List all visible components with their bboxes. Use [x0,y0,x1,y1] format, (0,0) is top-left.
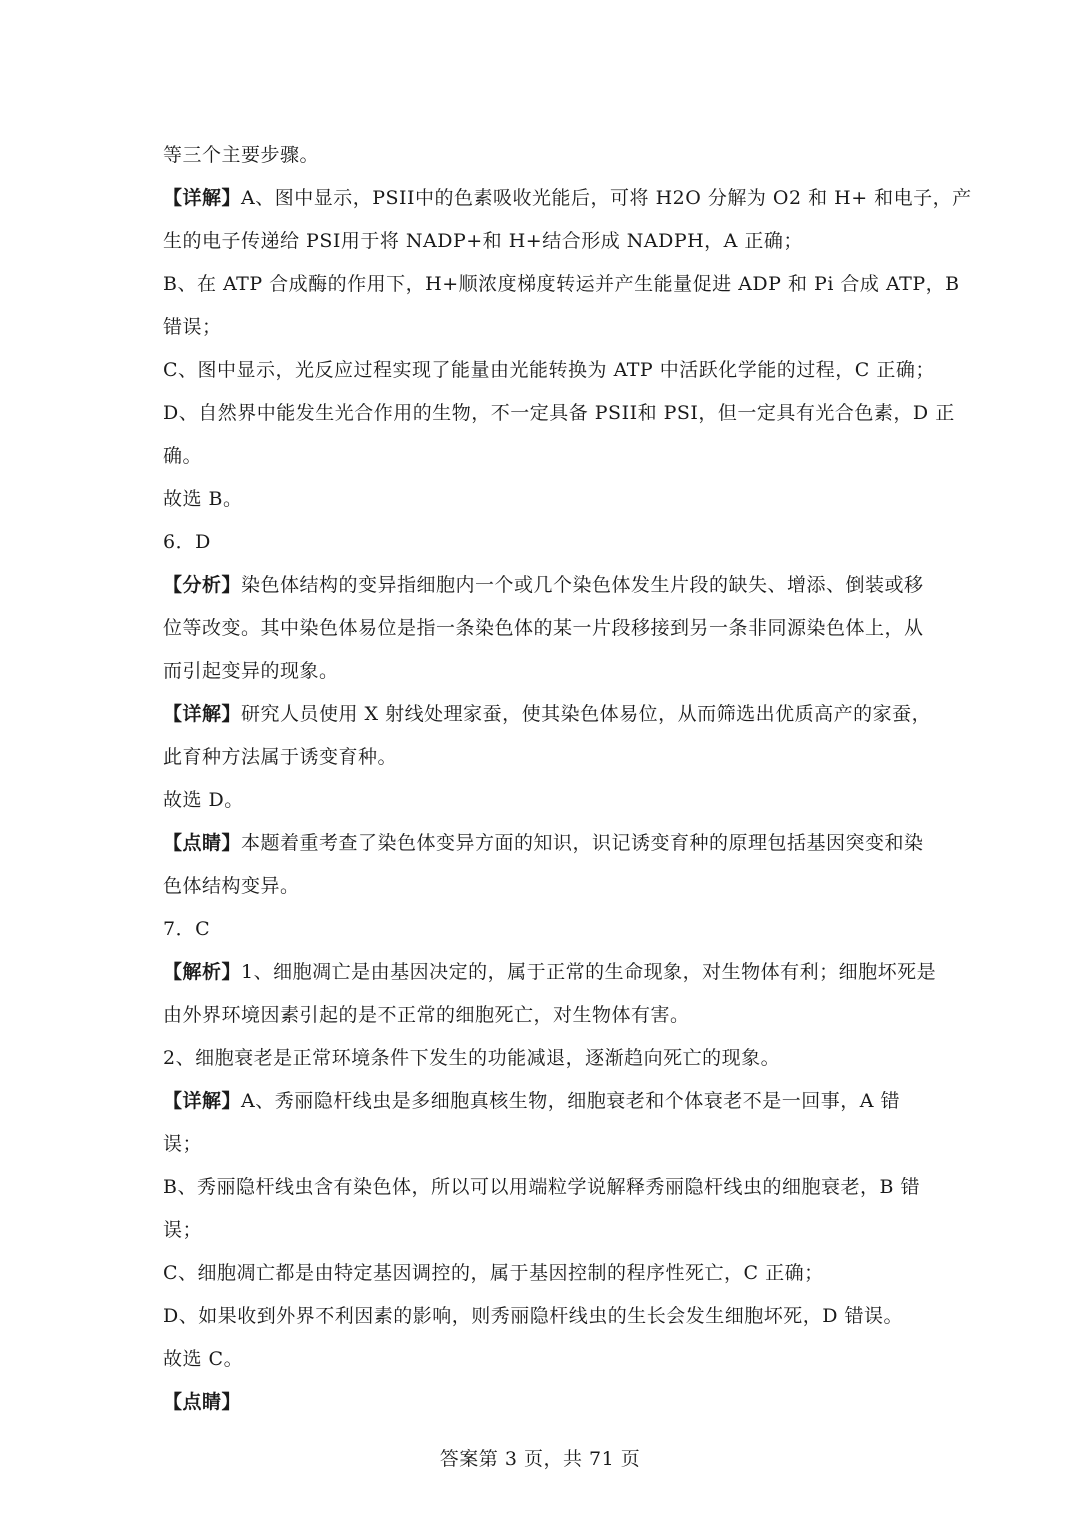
text-line: B、在 ATP 合成酶的作用下，H+顺浓度梯度转运并产生能量促进 ADP 和 Pi 合成 ATP，B [163,273,960,295]
section-tag: 【详解】 [163,1090,242,1112]
text-line: C、细胞凋亡都是由特定基因调控的，属于基因控制的程序性死亡，C 正确； [163,1262,824,1284]
section-tag: 【解析】 [163,961,242,983]
line-text: 1、细胞凋亡是由基因决定的，属于正常的生命现象，对生物体有利；细胞坏死是 [241,961,937,983]
section-tag: 【详解】 [163,703,242,725]
text-line: 2、细胞衰老是正常环境条件下发生的功能减退，逐渐趋向死亡的现象。 [163,1047,781,1069]
text-line: 位等改变。其中染色体易位是指一条染色体的某一片段移接到另一条非同源染色体上，从 [163,617,924,639]
section-tag: 【详解】 [163,187,242,209]
line-text: 研究人员使用 X 射线处理家蚕，使其染色体易位，从而筛选出优质高产的家蚕， [241,703,932,725]
text-line: C、图中显示，光反应过程实现了能量由光能转换为 ATP 中活跃化学能的过程，C 正确； [163,359,935,381]
question-number: 6．D [163,531,211,553]
text-line: B、秀丽隐杆线虫含有染色体，所以可以用端粒学说解释秀丽隐杆线虫的细胞衰老，B 错 [163,1176,920,1198]
line-text: 染色体结构的变异指细胞内一个或几个染色体发生片段的缺失、增添、倒装或移 [241,574,924,596]
text-line: D、自然界中能发生光合作用的生物，不一定具备 PSII和 PSI，但一定具有光合色素，D 正 [163,402,955,424]
line-text: A、秀丽隐杆线虫是多细胞真核生物，细胞衰老和个体衰老不是一回事，A 错 [241,1090,900,1112]
text-line: 等三个主要步骤。 [163,144,320,166]
line-text: 本题着重考查了染色体变异方面的知识，识记诱变育种的原理包括基因突变和染 [241,832,924,854]
text-line [163,1089,923,1113]
text-line: 故选 C。 [163,1348,244,1370]
text-line [163,960,937,984]
page-footer: 答案第 3 页，共 71 页 [439,1448,641,1470]
text-line: 确。 [163,445,203,467]
text-line: 生的电子传递给 PSI用于将 NADP+和 H+结合形成 NADPH，A 正确； [163,230,803,252]
question-number: 7．C [163,918,211,940]
text-line [163,702,932,726]
section-tag: 【点睛】 [163,1391,242,1413]
text-line: 色体结构变异。 [163,875,300,897]
text-line: 由外界环境因素引起的是不正常的细胞死亡，对生物体有害。 [163,1004,690,1026]
section-tag: 【点睛】 [163,832,242,854]
text-line: 故选 B。 [163,488,243,510]
line-text: A、图中显示，PSII中的色素吸收光能后，可将 H2O 分解为 O2 和 H+ 和电子，产 [241,187,972,209]
text-line: 此育种方法属于诱变育种。 [163,746,398,768]
text-line: 误； [163,1219,203,1241]
text-line: D、如果收到外界不利因素的影响，则秀丽隐杆线虫的生长会发生细胞坏死，D 错误。 [163,1305,904,1327]
text-line: 故选 D。 [163,789,244,811]
text-line [163,573,923,597]
text-line: 误； [163,1133,203,1155]
section-tag: 【分析】 [163,574,242,596]
text-line [163,186,972,210]
text-line: 错误； [163,316,222,338]
text-line [163,1390,923,1414]
text-line [163,831,923,855]
text-line: 而引起变异的现象。 [163,660,339,682]
